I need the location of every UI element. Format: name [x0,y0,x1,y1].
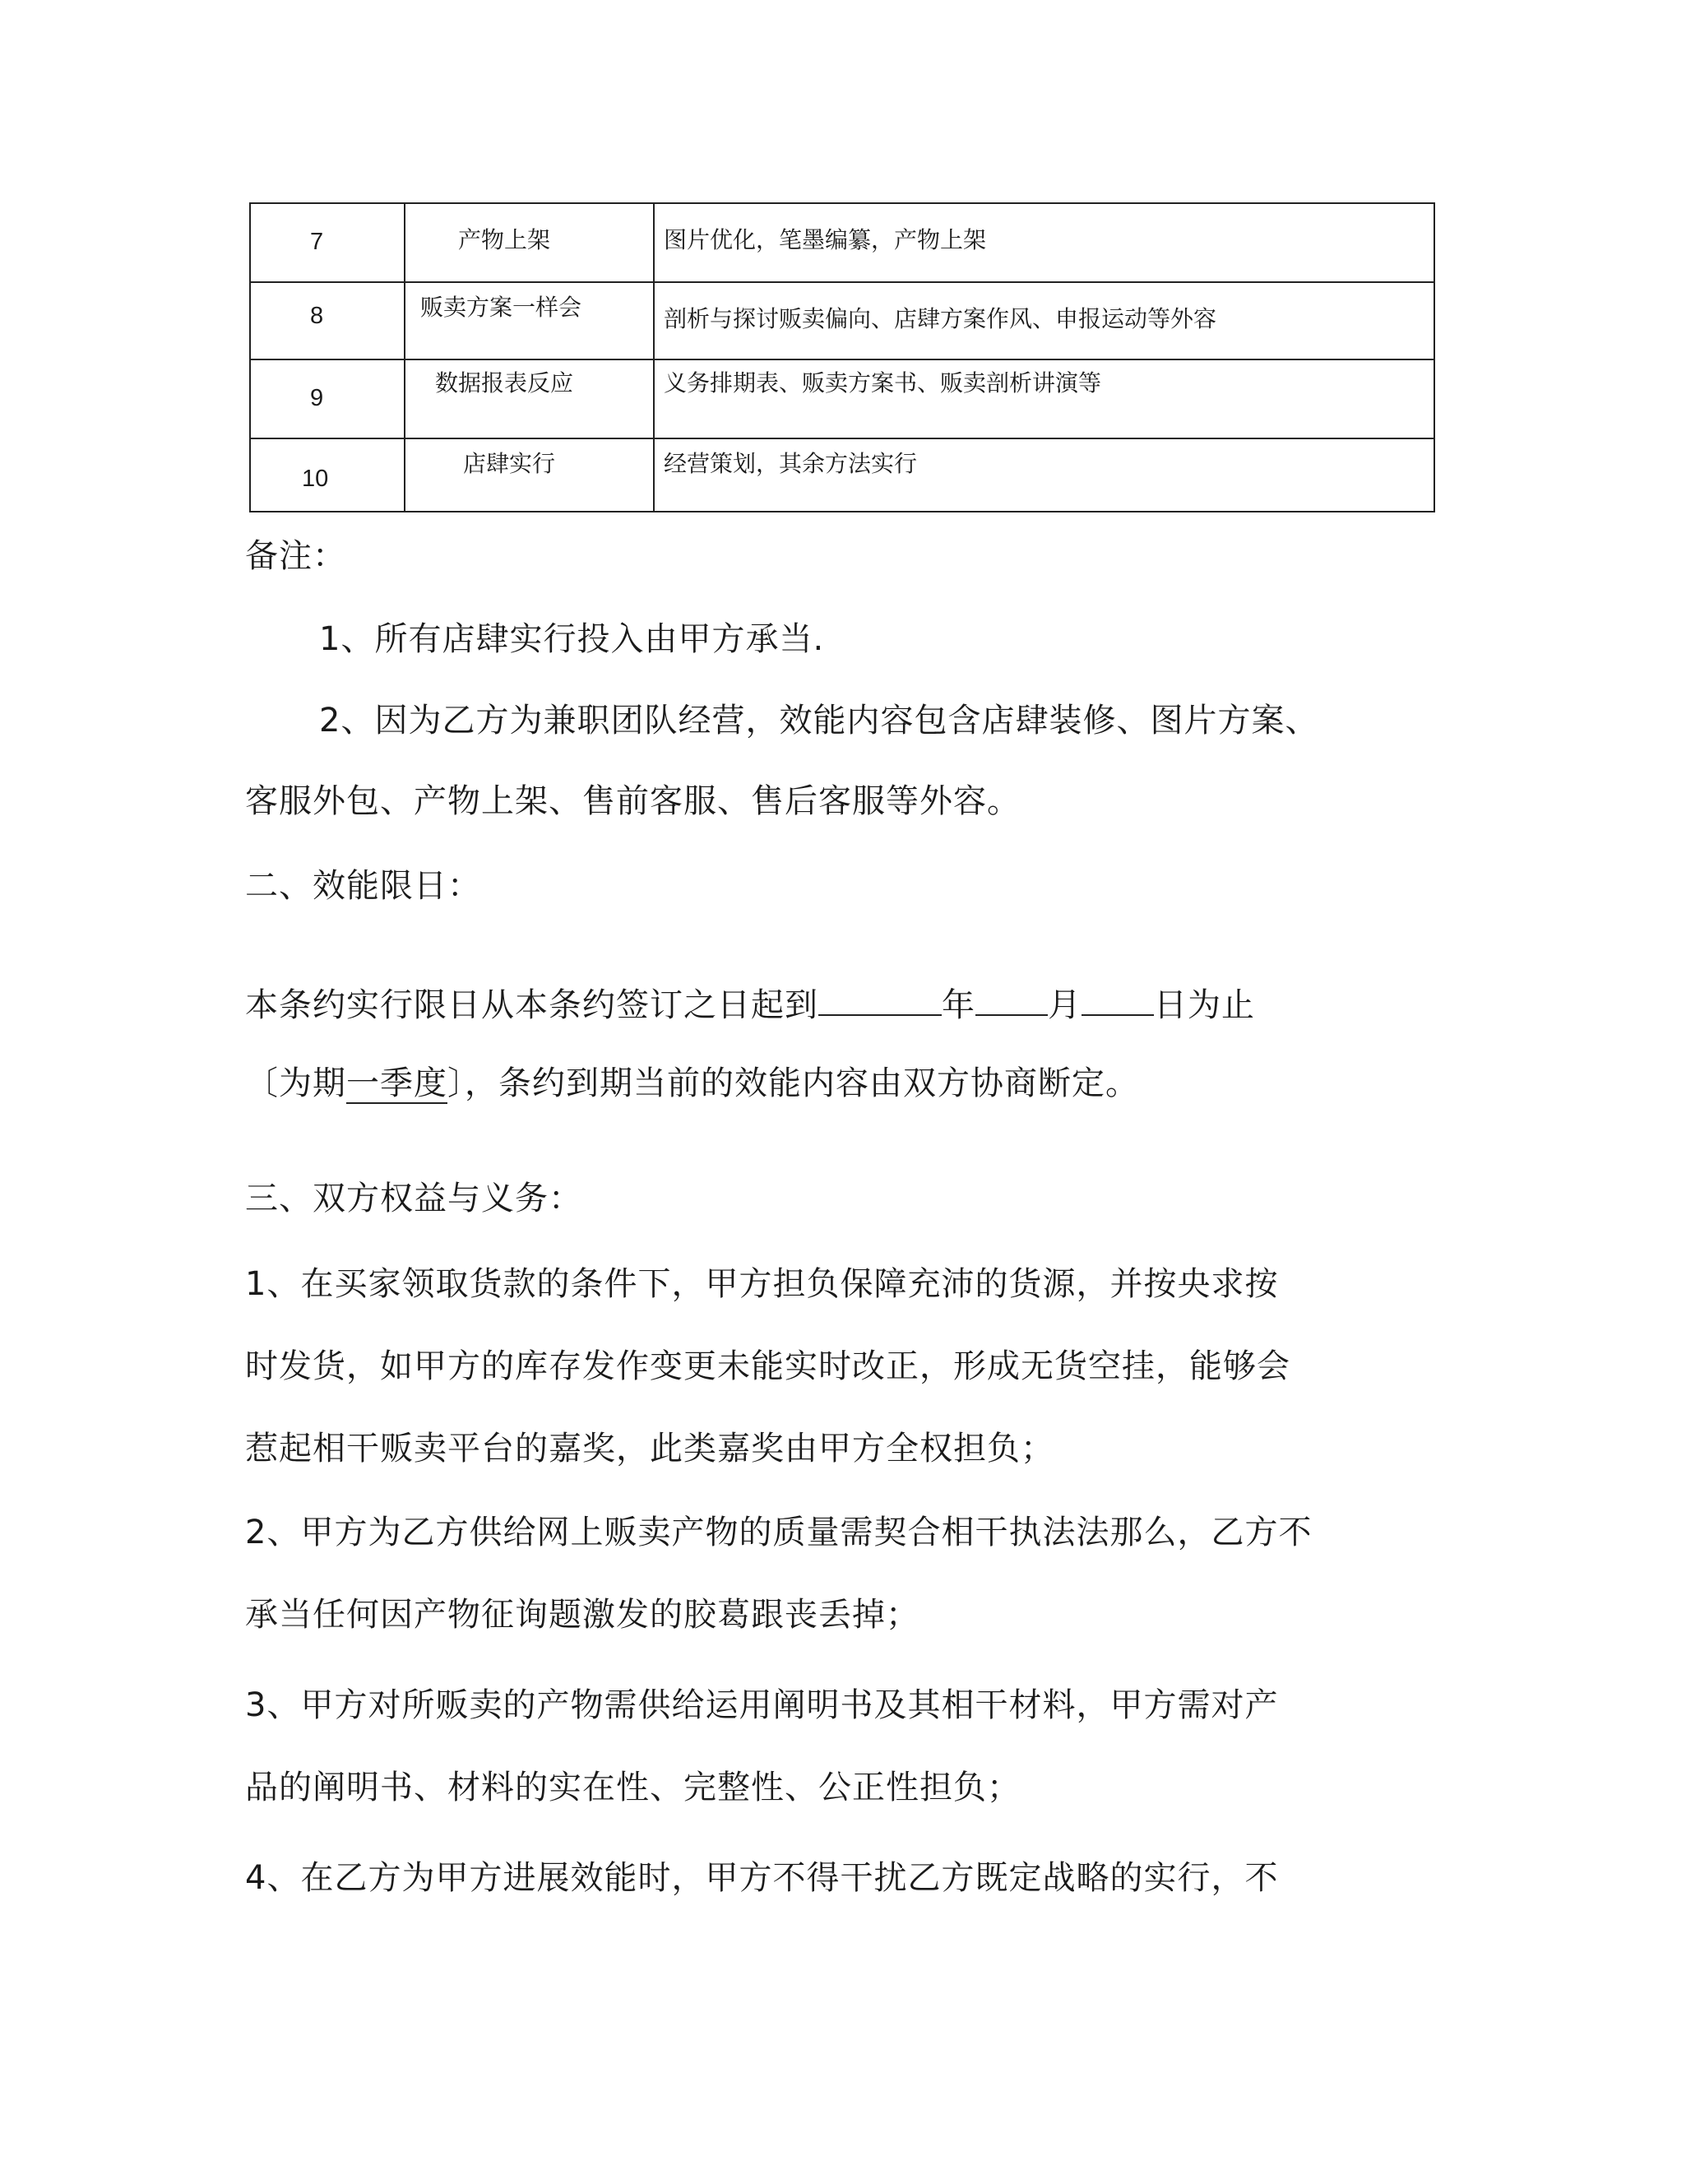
notes-item-2-line-2: 客服外包、产物上架、售前客服、售后客服等外容。 [245,782,1021,820]
year-label: 年 [942,986,975,1024]
section-2-heading: 二、效能限日： [245,867,481,905]
clause-2-line-1: 2、甲方为乙方供给网上贩卖产物的质量需契合相干执法法那么，乙方不 [245,1514,1313,1551]
row-content: 义务排期表、贩卖方案书、贩卖剖析讲演等 [664,369,1102,396]
clause-1-line-3: 惹起相干贩卖平台的嘉奖，此类嘉奖由甲方全权担负； [245,1430,1054,1468]
table-row [251,204,1434,283]
clause-2-line-2: 承当任何因产物征询题激发的胶葛跟丧丢掉； [245,1596,919,1634]
term-line-2 [245,1064,1139,1102]
row-content: 图片优化，笔墨编纂，产物上架 [664,226,987,253]
row-content: 剖析与探讨贩卖偏向、店肆方案作风、申报运动等外容 [664,305,1217,332]
year-blank [818,985,942,1016]
clause-3-line-1: 3、甲方对所贩卖的产物需供给运用阐明书及其相干材料，甲方需对产 [245,1686,1279,1724]
term-line-1 [245,985,1255,1022]
row-number: 9 [310,385,324,411]
row-number: 8 [310,303,324,329]
day-blank [1082,985,1154,1016]
row-content: 经营策划，其余方法实行 [664,450,918,477]
row-item: 产物上架 [458,226,551,253]
notes-item-2-line-1: 2、因为乙方为兼职团队经营，效能内容包含店肆装修、图片方案、 [319,702,1319,740]
row-number: 7 [310,229,324,255]
day-label: 日为止 [1154,986,1255,1024]
term-duration: 一季度 [346,1064,447,1102]
row-item: 店肆实行 [463,450,556,477]
month-label: 月 [1048,986,1082,1024]
clause-1-line-2: 时发货，如甲方的库存发作变更未能实时改正，形成无货空挂，能够会 [245,1347,1290,1385]
table-row [251,439,1434,512]
term-text: 〕，条约到期当前的效能内容由双方协商断定。 [447,1064,1139,1102]
table-row [251,360,1434,439]
clause-3-line-2: 品的阐明书、材料的实在性、完整性、公正性担负； [245,1769,1021,1806]
clause-4-line-1: 4、在乙方为甲方进展效能时，甲方不得干扰乙方既定战略的实行，不 [245,1859,1279,1897]
month-blank [975,985,1048,1016]
clause-1-line-1: 1、在买家领取货款的条件下，甲方担负保障充沛的货源，并按央求按 [245,1265,1279,1303]
term-text: 〔为期 [245,1064,346,1102]
service-items-table [249,202,1435,512]
row-item: 贩卖方案一样会 [420,294,582,321]
table-row [251,283,1434,360]
row-item: 数据报表反应 [435,369,574,396]
section-3-heading: 三、双方权益与义务： [245,1180,582,1217]
row-number: 10 [302,466,329,492]
term-text: 本条约实行限日从本条约签订之日起到 [245,986,818,1024]
notes-heading: 备注： [245,537,346,575]
notes-item-1: 1、所有店肆实行投入由甲方承当. [319,620,825,658]
